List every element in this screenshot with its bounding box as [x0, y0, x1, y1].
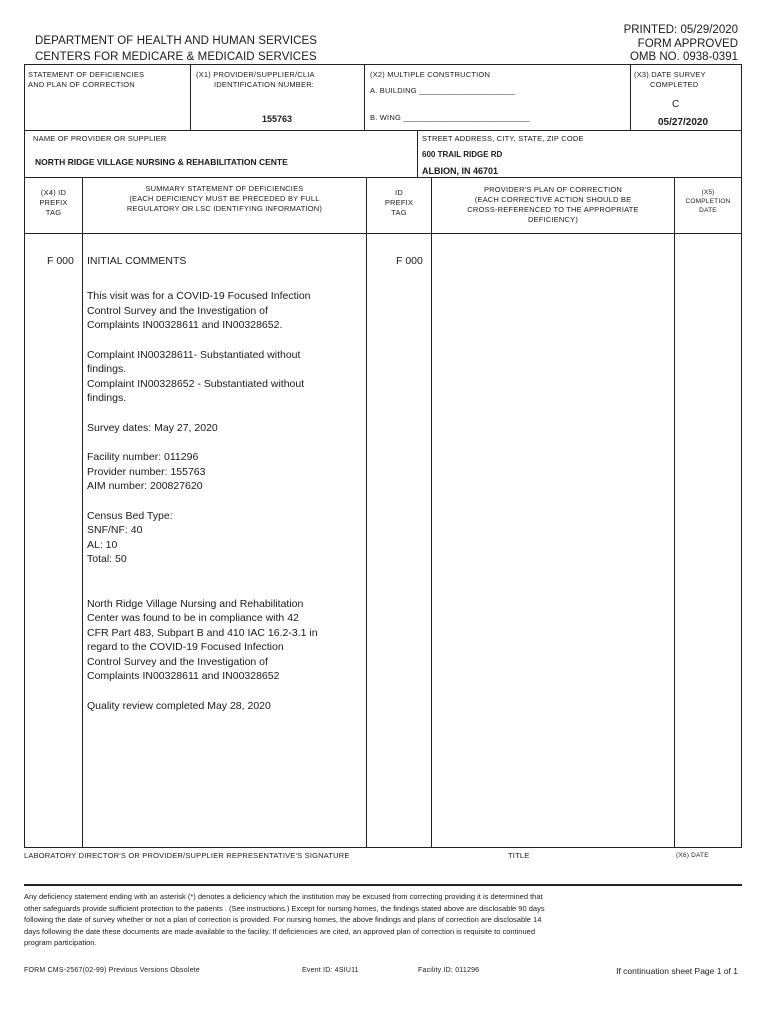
col-divider-1 [82, 177, 83, 847]
statement-label: STATEMENT OF DEFICIENCIES AND PLAN OF CORRECTION [28, 70, 145, 89]
entry-body [87, 289, 362, 728]
printed-date: PRINTED: 05/29/2020 [623, 24, 738, 36]
department-header [35, 33, 317, 65]
facility-id: Facility ID: 011296 [418, 967, 480, 974]
x2-label: (X2) MULTIPLE CONSTRUCTION [370, 70, 491, 79]
prefix-tag-left: F 000 [47, 255, 74, 267]
plan-header: PROVIDER'S PLAN OF CORRECTION (EACH CORRECTIVE ACTION SHOULD BE CROSS-REFERENCED TO THE APPROPRIATE DEFICIENCY) [467, 185, 639, 224]
survey-completed-date: 05/27/2020 [658, 117, 709, 128]
event-id: Event ID: 4SIU11 [302, 967, 359, 974]
table-border-left [24, 64, 25, 130]
provider-bottom-border [24, 177, 742, 178]
table-border-right [741, 64, 742, 130]
provider-name: NORTH RIDGE VILLAGE NURSING & REHABILITATION CENTE [35, 157, 288, 167]
department-name: DEPARTMENT OF HEALTH AND HUMAN SERVICES [35, 35, 318, 47]
x5-header: (X5) COMPLETION DATE [685, 189, 731, 214]
prefix-tag-right: F 000 [396, 255, 423, 267]
signature-label: LABORATORY DIRECTOR'S OR PROVIDER/SUPPLIER REPRESENTATIVE'S SIGNATURE [24, 851, 350, 860]
address-label: STREET ADDRESS, CITY, STATE, ZIP CODE [422, 134, 584, 143]
paragraph: This visit was for a COVID-19 Focused Infection Control Survey and the Investigation of Complaints IN00328611 and IN00328652. [87, 290, 311, 331]
summary-header: SUMMARY STATEMENT OF DEFICIENCIES (EACH DEFICIENCY MUST BE PRECEDED BY FULL REGULATORY OR LSC IDENTIFYING INFORMATION) [126, 184, 323, 213]
id-header: ID PREFIX TAG [384, 188, 414, 217]
signature-bottom-border [24, 884, 742, 886]
omb-number: OMB NO. 0938-0391 [629, 51, 738, 63]
paragraph: Facility number: 011296 Provider number: 155763 AIM number: 200827620 [87, 451, 206, 492]
paragraph: Quality review completed May 28, 2020 [87, 699, 271, 712]
header-row-border [24, 233, 742, 234]
title-label: TITLE [508, 851, 530, 860]
divider-x3 [630, 64, 631, 130]
provider-top-border [24, 130, 742, 131]
divider-x2 [364, 64, 365, 130]
provider-name-label: NAME OF PROVIDER OR SUPPLIER [33, 134, 167, 143]
provider-divider [417, 130, 418, 177]
body-border-left [24, 177, 25, 847]
street-address: 600 TRAIL RIDGE RD [422, 150, 503, 159]
survey-code: C [672, 99, 680, 110]
col-divider-4 [674, 177, 675, 847]
form-status-block [624, 24, 738, 65]
form-approved: FORM APPROVED [637, 37, 738, 50]
provider-border-right [741, 130, 742, 177]
agency-name: CENTERS FOR MEDICARE & MEDICAID SERVICES [35, 51, 317, 63]
paragraph: Complaint IN00328611- Substantiated without findings. Complaint IN00328652 - Substantiated without findings. [87, 348, 305, 404]
col-divider-3 [431, 177, 432, 847]
top-table-border [24, 64, 742, 65]
provider-id-number: 155763 [262, 114, 293, 124]
x1-label: (X1) PROVIDER/SUPPLIER/CLIA IDENTIFICATION NUMBER: [196, 70, 315, 89]
wing-field: B. WING _____________________________ [370, 113, 531, 122]
city-state-zip: ALBION, IN 46701 [422, 166, 499, 176]
entry-title: INITIAL COMMENTS [87, 255, 187, 267]
paragraph: Census Bed Type: SNF/NF: 40 AL: 10 Total: 50 [87, 509, 173, 565]
paragraph: North Ridge Village Nursing and Rehabilitation Center was found to be in compliance with 42 CFR Part 483, Subpart B and 410 IAC 16.2-3.1 in regard to the COVID-19 Focused Infection Control Survey and the Investigation of Complaints IN00328611 and IN00328652 [87, 597, 318, 682]
building-field: A. BUILDING ______________________ [370, 86, 516, 95]
provider-border-left [24, 130, 25, 177]
signature-date-label: (X6) DATE [676, 852, 709, 859]
divider-x1 [190, 64, 191, 130]
paragraph: Survey dates: May 27, 2020 [87, 421, 218, 434]
signature-top-border [24, 847, 742, 848]
col-divider-2 [366, 177, 367, 847]
disclaimer-text: Any deficiency statement ending with an asterisk (*) denotes a deficiency which the institution may be excused from correcting providing it is determined that other safeguards provide sufficient protection to the patients . (See instructions.) Except for nursing homes, the findings stated above are disclosable 90 days following the date of survey whether or not a plan of correction is provided. For nursing homes, the above findings and plans of correction are disclosable 14 days following the date these documents are made available to the facility. If deficiencies are cited, an approved plan of correction is requisite to continued program participation. [24, 892, 545, 947]
body-border-right [741, 177, 742, 847]
form-number: FORM CMS-2567(02-99) Previous Versions Obsolete [24, 967, 200, 974]
x3-label: (X3) DATE SURVEY COMPLETED [634, 70, 706, 89]
x4-header: (X4) ID PREFIX TAG [39, 188, 68, 217]
page-indicator: If continuation sheet Page 1 of 1 [616, 966, 738, 976]
